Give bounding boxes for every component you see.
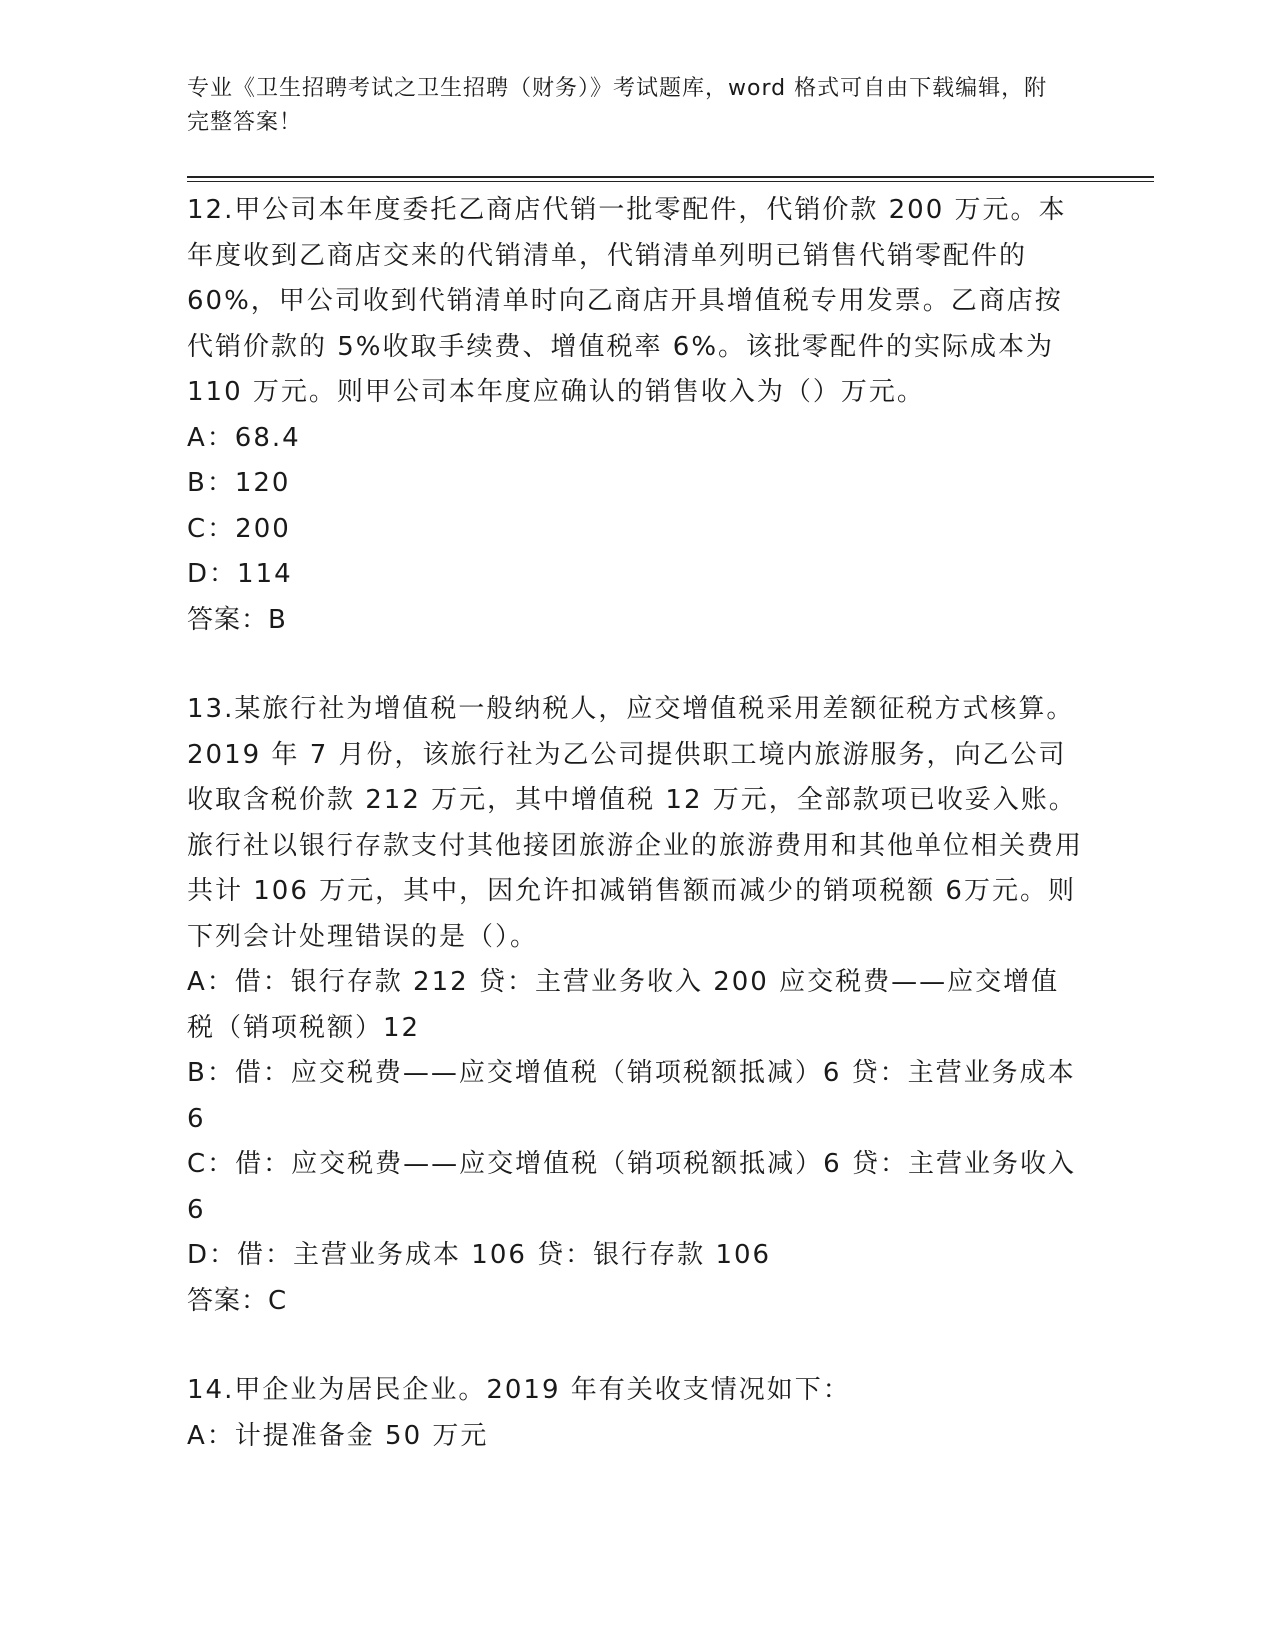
option-a: A：借：银行存款 212 贷：主营业务收入 200 应交税费——应交增值税（销项税额）12 — [187, 967, 1060, 1043]
option-a: A：计提准备金 50 万元 — [187, 1420, 489, 1451]
option-b: B：借：应交税费——应交增值税（销项税额抵减）6 贷：主营业务成本 6 — [187, 1058, 1076, 1134]
answer-line: 答案：C — [187, 1285, 288, 1316]
option-c: C：借：应交税费——应交增值税（销项税额抵减）6 贷：主营业务收入 6 — [187, 1149, 1076, 1225]
option-d: D：借：主营业务成本 106 贷：银行存款 106 — [187, 1240, 772, 1270]
question-12 — [187, 188, 1087, 643]
answer-line: 答案：B — [187, 604, 287, 635]
option-d: D：114 — [187, 559, 293, 589]
question-list — [187, 188, 1087, 1503]
question-14 — [187, 1368, 1087, 1459]
option-c: C：200 — [187, 513, 291, 544]
document-header: 专业《卫生招聘考试之卫生招聘（财务）》考试题库，word 格式可自由下载编辑，附完整答案！ — [187, 76, 1048, 135]
option-a: A：68.4 — [187, 422, 301, 453]
header-divider-thin — [187, 181, 1154, 182]
question-stem: 12.甲公司本年度委托乙商店代销一批零配件，代销价款 200 万元。本年度收到乙商店交来的代销清单，代销清单列明已销售代销零配件的60%，甲公司收到代销清单时向乙商店开具增值税专用发票。乙商店按代销价款的 5%收取手续费、增值税率 6%。该批零配件的实际成本为110 万元。则甲公司本年度应确认的销售收入为（）万元。 — [187, 195, 1067, 407]
question-13 — [187, 687, 1087, 1324]
question-stem: 13.某旅行社为增值税一般纳税人，应交增值税采用差额征税方式核算。2019 年 7 月份，该旅行社为乙公司提供职工境内旅游服务，向乙公司收取含税价款 212 万元，其中增值税 12 万元，全部款项已收妥入账。旅行社以银行存款支付其他接团旅游企业的旅游费用和其他单位相关费用共计 106 万元，其中，因允许扣减销售额而减少的销项税额 6万元。则下列会计处理错误的是（）。 — [187, 694, 1084, 952]
question-stem: 14.甲企业为居民企业。2019 年有关收支情况如下： — [187, 1375, 851, 1405]
option-b: B：120 — [187, 468, 291, 498]
header-divider-thick — [187, 176, 1154, 178]
